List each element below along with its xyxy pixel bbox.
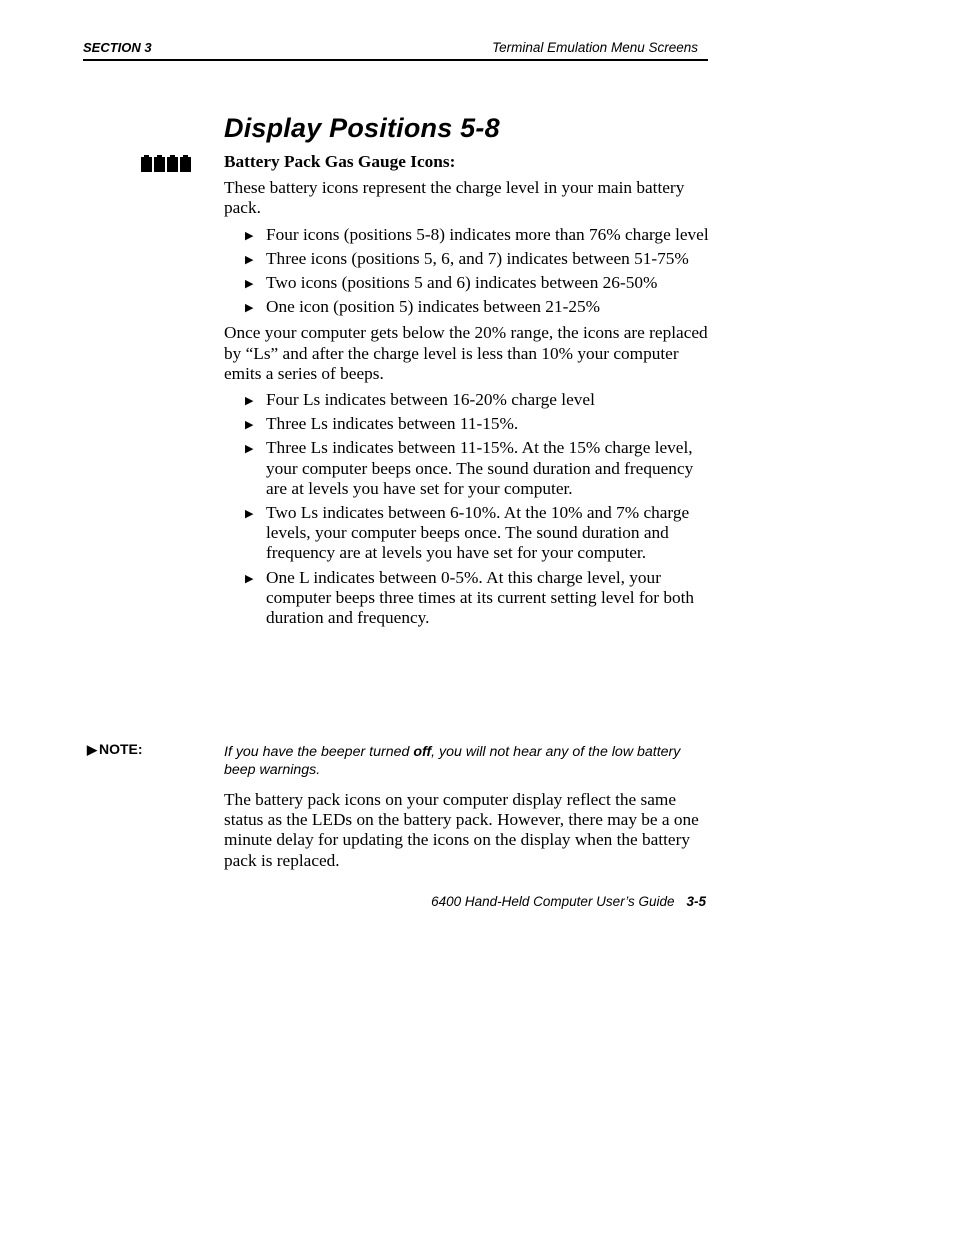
battery-icons	[141, 155, 191, 172]
chapter-title: Terminal Emulation Menu Screens	[492, 40, 698, 55]
list-item: ▶ Four icons (positions 5-8) indicates more than 76% charge level	[245, 224, 709, 244]
subheading: Battery Pack Gas Gauge Icons:	[224, 152, 456, 171]
list-item: ▶ One icon (position 5) indicates between 21-25%	[245, 297, 601, 317]
bullet-arrow-icon: ▶	[245, 253, 254, 266]
section-label: SECTION 3	[83, 40, 152, 55]
bullet-arrow-icon: ▶	[245, 302, 254, 315]
list-item: ▶ Two icons (positions 5 and 6) indicates between 26-50%	[245, 273, 658, 293]
bullet-arrow-icon: ▶	[245, 508, 254, 521]
page-header	[83, 40, 708, 61]
ls-levels-list	[224, 390, 710, 628]
page-footer	[410, 894, 706, 909]
guide-title: 6400 Hand-Held Computer User’s Guide	[431, 894, 675, 909]
bullet-arrow-icon: ▶	[245, 229, 254, 242]
final-paragraph: The battery pack icons on your computer display reflect the same status as the LEDs on the battery pack. However, there may be a one minute delay for updating the icons on the display when the battery pack is replaced.	[224, 790, 699, 870]
battery-icon	[167, 155, 178, 172]
note-arrow-icon: ▶	[87, 742, 97, 757]
note-text: If you have the beeper turned off, you will not hear any of the low battery beep warnings.	[224, 744, 681, 778]
main-content	[224, 152, 710, 634]
list-item: ▶ Four Ls indicates between 16-20% charge level	[245, 390, 595, 410]
battery-icon	[180, 155, 191, 172]
ls-paragraph: Once your computer gets below the 20% range, the icons are replaced by “Ls” and after the charge level is less than 10% your computer emits a series of beeps.	[224, 323, 708, 383]
note-emphasis: off	[413, 744, 432, 760]
bullet-arrow-icon: ▶	[245, 278, 254, 291]
battery-icon	[154, 155, 165, 172]
list-item: ▶ Two Ls indicates between 6-10%. At the 10% and 7% charge levels, your computer beeps once. The sound duration and frequency are at levels you have set for your computer.	[245, 503, 690, 563]
list-item: ▶ One L indicates between 0-5%. At this charge level, your computer beeps three times at its current setting level for both duration and frequency.	[245, 567, 695, 628]
battery-icon	[141, 155, 152, 172]
bullet-arrow-icon: ▶	[245, 419, 254, 432]
bullet-arrow-icon: ▶	[245, 572, 254, 585]
page-number: 3-5	[686, 894, 706, 909]
intro-paragraph: These battery icons represent the charge level in your main battery pack.	[224, 178, 685, 218]
list-item: ▶ Three Ls indicates between 11-15%. At the 15% charge level, your computer beeps once. The sound duration and frequency are at levels you have set for your computer.	[245, 438, 694, 498]
note-label: ▶ NOTE:	[87, 741, 143, 757]
bullet-arrow-icon: ▶	[245, 395, 254, 408]
bullet-arrow-icon: ▶	[245, 443, 254, 456]
icon-levels-list	[224, 225, 710, 318]
list-item: ▶ Three icons (positions 5, 6, and 7) indicates between 51-75%	[245, 248, 689, 268]
list-item: ▶ Three Ls indicates between 11-15%.	[245, 414, 519, 434]
page-title: Display Positions 5-8	[224, 113, 500, 143]
